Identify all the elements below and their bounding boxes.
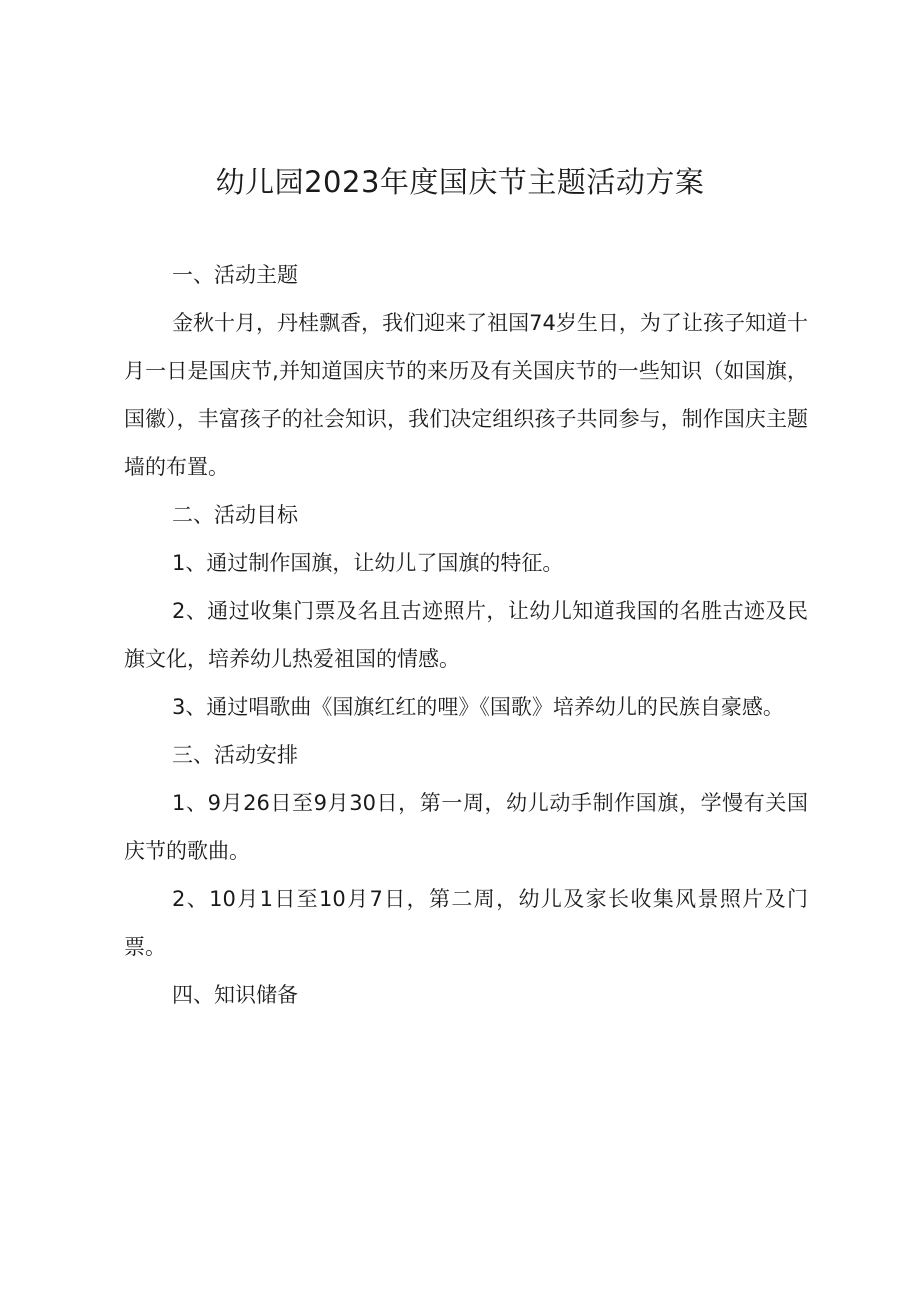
section-heading-activity-goals: 二、活动目标 xyxy=(172,503,298,527)
document-body xyxy=(124,251,808,1019)
section-heading-activity-theme: 一、活动主题 xyxy=(172,263,298,287)
paragraph-schedule-2: 2、10月1日至10月7日，第二周，幼儿及家长收集风景照片及门票。 xyxy=(124,887,808,959)
section-heading-activity-schedule: 三、活动安排 xyxy=(172,743,298,767)
document-title: 幼儿园2023年度国庆节主题活动方案 xyxy=(215,165,705,199)
paragraph-activity-theme: 金秋十月，丹桂飘香，我们迎来了祖国74岁生日，为了让孩子知道十月一日是国庆节,并知道国庆节的来历及有关国庆节的一些知识（如国旗，国徽），丰富孩子的社会知识，我们决定组织孩子共同参与，制作国庆主题墙的布置。 xyxy=(124,311,808,479)
paragraph-schedule-1: 1、9月26日至9月30日，第一周，幼儿动手制作国旗，学慢有关国庆节的歌曲。 xyxy=(124,791,808,863)
section-heading-knowledge-reserve: 四、知识储备 xyxy=(172,983,298,1007)
paragraph-goal-3: 3、通过唱歌曲《国旗红红的哩》《国歌》培养幼儿的民族自豪感。 xyxy=(172,695,784,719)
paragraph-goal-1: 1、通过制作国旗，让幼儿了国旗的特征。 xyxy=(172,551,564,575)
paragraph-goal-2: 2、通过收集门票及名且古迹照片，让幼儿知道我国的名胜古迹及民旗文化，培养幼儿热爱祖国的情感。 xyxy=(124,599,808,671)
